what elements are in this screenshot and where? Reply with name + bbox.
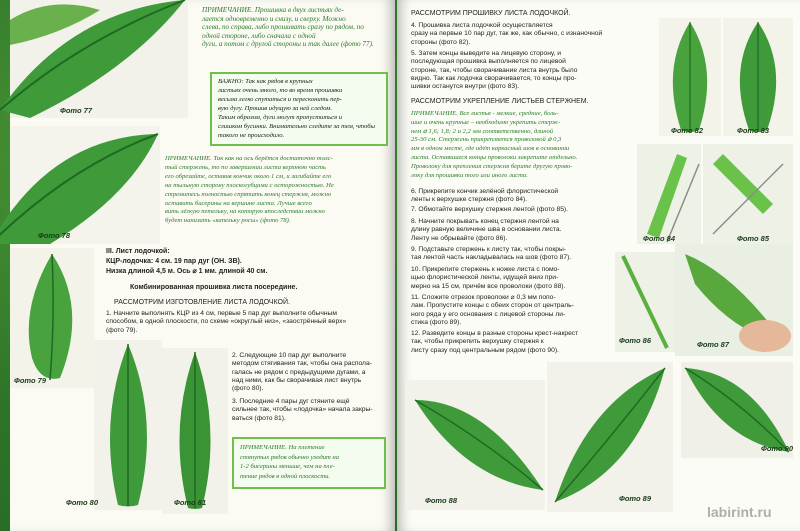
hand-photo-87 (675, 244, 793, 356)
step-6: 6. Прикрепите кончик зелёной флористической ленты к верхушке стержня (фото 84). (411, 188, 559, 204)
leaf-photo-78 (10, 126, 160, 244)
photo-81 (162, 348, 228, 514)
step-10: 10. Прикрепите стержень к ножке листа с помо- щью флористической ленты, идущей вниз при- мерно на 15 см, причём все проволоки (фото 88). (411, 266, 566, 290)
combined-stitch: Комбинированная прошивка листа посередине. (130, 284, 298, 291)
important-box (210, 72, 388, 146)
photo-80-caption: Фото 80 (66, 498, 99, 507)
photo-82 (659, 18, 721, 136)
step-8: 8. Начните покрывать конец стержня лентой на длину равную величине шва в основании листа. Ленту не обрывайте (фото 86). (411, 218, 562, 242)
photo-86 (615, 252, 675, 352)
photo-87 (675, 244, 793, 356)
leaf-photo-88 (405, 380, 545, 510)
photo-89 (547, 362, 673, 512)
section-title: III. Лист лодочкой: (106, 248, 170, 255)
photo-85-caption: Фото 85 (737, 234, 770, 243)
photo-84 (637, 144, 701, 244)
photo-78 (10, 126, 160, 244)
note-3-box (232, 437, 386, 489)
photo-82-caption: Фото 82 (671, 126, 704, 135)
step-2: 2. Следующие 10 пар дуг выполните методом стягивания так, чтобы она распола- галась не рядом с предыдущими дугами, а над ними, как бы сворачивая лист внутрь (фото 80). (232, 352, 372, 393)
ribbon-photo-84 (637, 144, 701, 244)
leaf-photo-81 (162, 348, 228, 514)
step-7: 7. Обмотайте верхушку стержня лентой (фото 85). (411, 206, 569, 213)
leaf-photo-79 (10, 248, 94, 388)
photo-89-caption: Фото 89 (619, 494, 652, 503)
step-4: 4. Прошивка листа лодочкой осуществляется сразу на первые 10 пар дуг, так же, как обычно, с изнаночной стороны (фото 82). (411, 22, 603, 46)
leaf-photo-80 (94, 340, 162, 510)
leaf-photo-82 (659, 18, 721, 136)
note-3-text: ПРИМЕЧАНИЕ. На плетение стянутых рядов обычно уходит на 1-2 бисерины меньше, чем на пле- тение рядов в одной плоскости. (240, 444, 340, 480)
photo-87-caption: Фото 87 (697, 340, 730, 349)
photo-90-caption: Фото 90 (761, 444, 794, 453)
note-1: ПРИМЕЧАНИЕ. Прошивка в двух листьях де- лается одновременно и снизу, и сверху. Можно слева, по справа, либо прошивать сразу по рядом, по одной стороне, либо сначала с одной дуги, а потом с другой стороны и так далее (фото 77). (202, 6, 374, 49)
ribbon-photo-85 (703, 144, 793, 244)
photo-77 (10, 0, 188, 118)
consider-boat-title: РАССМОТРИМ ПРОШИВКУ ЛИСТА ЛОДОЧКОЙ. (411, 10, 571, 17)
photo-90 (681, 362, 793, 458)
spec-line-2: Низка длиной 4,5 м. Ось ⌀ 1 мм. длиной 40 см. (106, 268, 268, 275)
step-1: 1. Начните выполнять КЦР из 4 см, первые 5 пар дуг выполните обычным способом, в одной плоскости, по схеме «округлый низ», «заострённый верх» (фото 79). (106, 310, 347, 334)
leaf-photo-77 (10, 0, 188, 118)
photo-85 (703, 144, 793, 244)
photo-86-caption: Фото 86 (619, 336, 652, 345)
step-5: 5. Затем концы выведите на лицевую сторону, и последующая прошивка выполняется по лицевой стороне, так, чтобы сворачивание листа внутрь было видно. Так как лодочка сворачивается, то концы про- шивки останутся внутри (фото 83). (411, 50, 578, 91)
left-page (10, 0, 395, 531)
note-2: ПРИМЕЧАНИЕ. Так как на ось берётся достаточно толс- тый стержень, то по завершении листа верхнюю часть его обрезайте, оставив кончик около 1 см, и загибайте его на тыльную сторону плоскогубцами с осторожностью. Не стремитесь полностью спрятать конец стержня, можно оставить бисерины на вершине листа. Лучше всего вить лёгкую петельку, на которую впоследствии можно будет нанизать «капельку росы» (фото 78). (165, 155, 334, 225)
photo-83-caption: Фото 83 (737, 126, 770, 135)
spec-line-1: КЦР-лодочка: 4 см. 19 пар дуг (ОН. ЗВ). (106, 258, 242, 265)
consider-title: РАССМОТРИМ ИЗГОТОВЛЕНИЕ ЛИСТА ЛОДОЧКОЙ. (114, 299, 290, 306)
reinforce-note: ПРИМЕЧАНИЕ. Все листья - мелкие, средние, боль- шие и очень крупные – необходимо укрепить стерж- нем ⌀ 1,6; 1,8; 2 и 2,2 мм соответственно, длиной 25-30 см. Стержень прикрепляется проволокой ⌀ 0,3 мм в одном месте, где идёт каркасный шов в основании листа. Оставшиеся концы проволоки закрепите отдельно. Проволоку для крепления стержня берите другую прово- локу для прошивки того или иного листа. (411, 110, 578, 179)
important-text: ВАЖНО: Так как рядов в крупных листьях очень много, то во время прошивки весьма легко спутаться и пересконить пер- вую дугу. Прошив идущую за ней следом. Таким образом, дуги могут пропуститься и слишком бусинки. Внимательно следите за тем, чтобы такого не происходило. (218, 78, 375, 139)
leaf-photo-89 (547, 362, 673, 512)
watermark: labirint.ru (707, 504, 772, 520)
step-3: 3. Последние 4 пары дуг стяните ещё сильнее так, чтобы «лодочка» начала закры- ваться (фото 81). (232, 398, 373, 422)
photo-81-caption: Фото 81 (174, 498, 207, 507)
photo-83 (723, 18, 793, 136)
photo-79-caption: Фото 79 (14, 376, 47, 385)
photo-77-caption: Фото 77 (60, 106, 93, 115)
step-11: 11. Сложите отрезок проволоки ⌀ 0,3 мм попо- лам. Пропустите концы с обеих сторон от централь- ного ряда у его основания с лицевой стороны ли- стика (фото 89). (411, 294, 574, 326)
right-page (397, 0, 800, 531)
photo-88-caption: Фото 88 (425, 496, 458, 505)
photo-88 (405, 380, 545, 510)
photo-80 (66, 340, 162, 510)
reinforce-title: РАССМОТРИМ УКРЕПЛЕНИЕ ЛИСТЬЕВ СТЕРЖНЕМ. (411, 98, 589, 105)
photo-78-caption: Фото 78 (38, 231, 71, 240)
step-12: 12. Разведите концы в разные стороны крест-накрест так, чтобы прикрепить верхушку стержня к листу сразу под центральным рядом (фото 90). (411, 330, 579, 354)
photo-84-caption: Фото 84 (643, 234, 676, 243)
step-9: 9. Подставьте стержень к листу так, чтобы покры- тая лентой часть накладывалась на шов (фото 87). (411, 246, 572, 262)
photo-79 (10, 248, 94, 388)
leaf-photo-83 (723, 18, 793, 136)
